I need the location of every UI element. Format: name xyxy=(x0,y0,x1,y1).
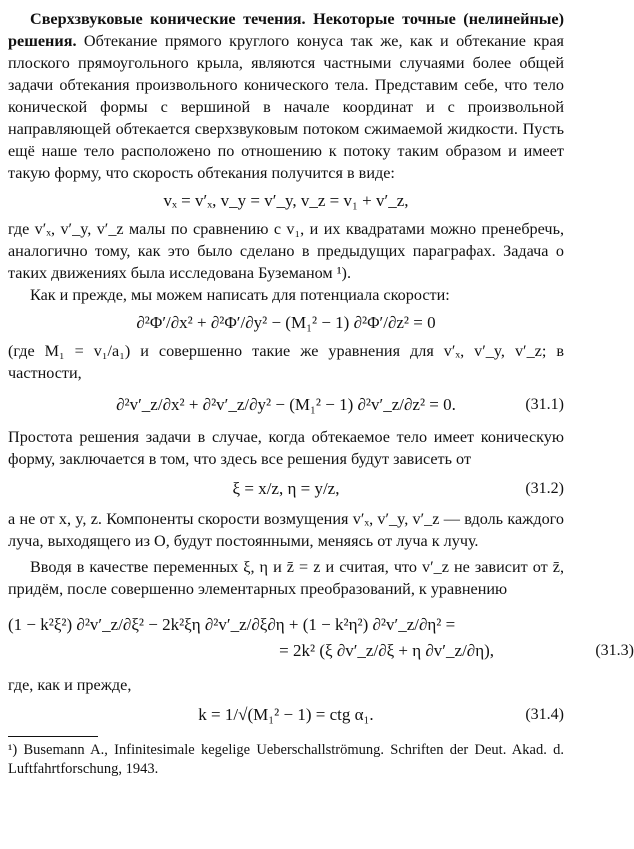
equation-31-2-text: ξ = x/z, η = y/z, xyxy=(232,479,340,498)
paragraph-where: где, как и прежде, xyxy=(8,676,132,694)
footnote-divider xyxy=(8,736,98,737)
equation-potential xyxy=(8,312,564,334)
equation-number-31-2: (31.2) xyxy=(525,480,564,497)
paragraph-potential-intro: Как и прежде, мы можем написать для потенциала скорости: xyxy=(30,286,450,304)
equation-31-3-line1 xyxy=(8,614,564,636)
paragraph-intro xyxy=(8,8,564,184)
equation-31-3-line1-text: (1 − k²ξ²) ∂²v′_z/∂ξ² − 2k²ξη ∂²v′_z/∂ξ∂η + (1 − k²η²) ∂²v′_z/∂η² = xyxy=(8,615,456,634)
paragraph-perturbation-rays: а не от x, y, z. Компоненты скорости возмущения v′ₓ, v′_y, v′_z — вдоль каждого луча, выходящего из O, будут постоянными, меняясь от луча к лучу. xyxy=(8,510,564,550)
equation-31-2 xyxy=(8,478,564,500)
equation-velocity-text: vₓ = v′ₓ, v_y = v′_y, v_z = v₁ + v′_z, xyxy=(163,191,409,210)
intro-text: Обтекание прямого круглого конуса так же, как и обтекание края плоского прямоугольного крыла, являются частными случаями более общей задачи обтекания произвольного конического тела. Представим себе, что тело конической формы с вершиной в начале координат и с произвольной направляющей обтекается сверхзвуковым потоком сжимаемой жидкости. Пусть ещё наше тело расположено по отношению к потоку таким образом и имеет такую форму, что скорость обтекания получится в виде: xyxy=(8,32,564,182)
equation-31-3-line2-text: = 2k² (ξ ∂v′_z/∂ξ + η ∂v′_z/∂η), xyxy=(279,641,494,660)
equation-number-31-3: (31.3) xyxy=(595,642,634,659)
paragraph-small-perturbations: где v′ₓ, v′_y, v′_z малы по сравнению с v₁, и их квадратами можно пренебречь, аналогично тому, как это было сделано в предыдущих параграфах. Задача о таких движениях была исследована Буземаном ¹). xyxy=(8,220,564,282)
paragraph-variables: Вводя в качестве переменных ξ, η и z̄ = z и считая, что v′_z не зависит от z̄, придём, после совершенно элементарных преобразований, к уравнению xyxy=(8,558,564,598)
equation-31-3-line2 xyxy=(8,640,634,662)
paragraph-mach-definition: (где M₁ = v₁/a₁) и совершенно такие же уравнения для v′ₓ, v′_y, v′_z; в частности, xyxy=(8,342,564,382)
paragraph-conical-simplicity: Простота решения задачи в случае, когда обтекаемое тело имеет коническую форму, заключается в том, что здесь все решения будут зависеть от xyxy=(8,428,564,468)
equation-31-4 xyxy=(8,704,564,726)
equation-31-4-text: k = 1/√(M₁² − 1) = ctg α₁. xyxy=(198,705,374,724)
footnote: ¹) Busemann A., Infinitesimale kegelige Ueberschallströmung. Schriften der Deut. Akad. d. Luftfahrtforschung, 1943. xyxy=(8,742,564,777)
equation-number-31-4: (31.4) xyxy=(525,706,564,723)
page xyxy=(8,6,634,779)
equation-31-1 xyxy=(8,394,564,416)
equation-velocity xyxy=(8,190,564,212)
equation-31-1-text: ∂²v′_z/∂x² + ∂²v′_z/∂y² − (M₁² − 1) ∂²v′_z/∂z² = 0. xyxy=(116,395,456,414)
equation-potential-text: ∂²Φ′/∂x² + ∂²Φ′/∂y² − (M₁² − 1) ∂²Φ′/∂z² = 0 xyxy=(136,313,436,332)
section-title: Сверхзвуковые конические течения. Некоторые точные (нелинейные) решения. xyxy=(8,10,564,50)
equation-number-31-1: (31.1) xyxy=(525,396,564,413)
